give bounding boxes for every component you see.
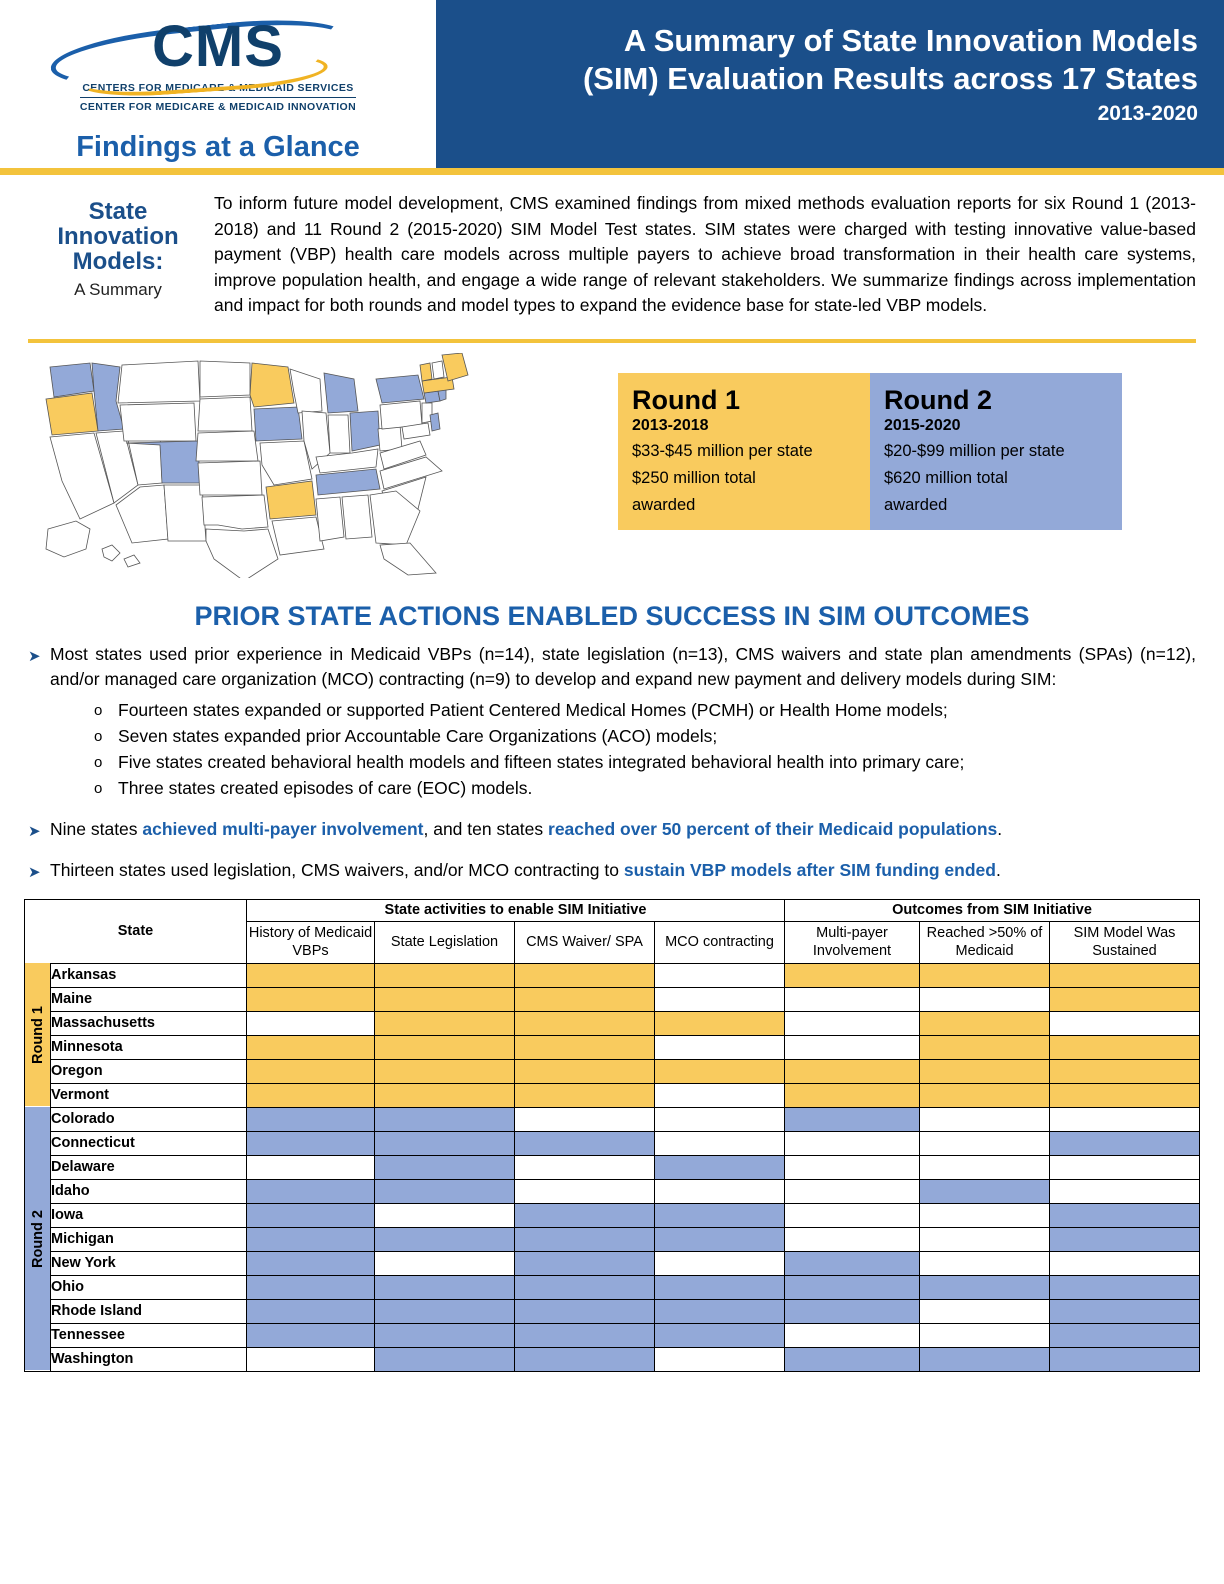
- mark-cell: [247, 1035, 375, 1059]
- sim-label-subtitle: A Summary: [74, 280, 162, 299]
- mark-cell: [920, 1131, 1050, 1155]
- mark-cell: [515, 1155, 655, 1179]
- mark-cell: [1050, 987, 1200, 1011]
- round-group-label-1: Round 1: [25, 963, 51, 1107]
- col-header-mco-contracting: MCO contracting: [655, 921, 785, 963]
- table-row: [25, 1347, 1200, 1371]
- mark-cell: [515, 1347, 655, 1371]
- sub-bullet-4-text: Three states created episodes of care (EOC) models.: [118, 777, 533, 798]
- state-name-cell: Oregon: [51, 1059, 247, 1083]
- title-line-1: A Summary of State Innovation Models: [623, 23, 1198, 58]
- state-michigan: [324, 373, 358, 413]
- state-name-cell: Colorado: [51, 1107, 247, 1131]
- mark-cell: [1050, 1227, 1200, 1251]
- mark-cell: [247, 1227, 375, 1251]
- state-name-cell: Idaho: [51, 1179, 247, 1203]
- mark-cell: [655, 1083, 785, 1107]
- state-header-label: State: [117, 923, 154, 939]
- mark-cell: [515, 1275, 655, 1299]
- sub-bullet-list: [94, 698, 1196, 801]
- table-row: [25, 1035, 1200, 1059]
- state-name-cell: Michigan: [51, 1227, 247, 1251]
- mark-cell: [375, 1179, 515, 1203]
- state-louisiana: [272, 517, 324, 555]
- group-header-activities: State activities to enable SIM Initiative: [247, 899, 785, 921]
- state-name-cell: Delaware: [51, 1155, 247, 1179]
- mark-cell: [1050, 1299, 1200, 1323]
- mark-cell: [920, 963, 1050, 987]
- state-south-dakota: [198, 397, 252, 431]
- mark-cell: [375, 1011, 515, 1035]
- title-line-2: (SIM) Evaluation Results across 17 States: [582, 61, 1198, 96]
- bullet-3-pre: Thirteen states used legislation, CMS waivers, and/or MCO contracting to: [50, 859, 624, 880]
- state-vermont: [420, 363, 432, 381]
- mark-cell: [655, 1347, 785, 1371]
- state-header-cell: [25, 899, 247, 963]
- mark-cell: [785, 987, 920, 1011]
- mark-cell: [515, 1323, 655, 1347]
- state-minnesota: [250, 363, 294, 407]
- circle-bullet-icon: o: [94, 727, 103, 745]
- mark-cell: [785, 1011, 920, 1035]
- state-missouri: [260, 441, 312, 485]
- table-row: [25, 1011, 1200, 1035]
- state-maine: [442, 353, 468, 381]
- mark-cell: [375, 1323, 515, 1347]
- cms-logo: [68, 14, 368, 115]
- bullet-2-text: [50, 817, 1196, 844]
- mark-cell: [920, 1035, 1050, 1059]
- col-header-multi-payer-involvement: Multi-payer Involvement: [785, 921, 920, 963]
- mark-cell: [655, 1035, 785, 1059]
- mark-cell: [1050, 963, 1200, 987]
- state-name-cell: Vermont: [51, 1083, 247, 1107]
- mark-cell: [655, 1179, 785, 1203]
- mark-cell: [1050, 1179, 1200, 1203]
- mark-cell: [247, 1347, 375, 1371]
- round-1-line-2: $250 million total: [632, 468, 756, 487]
- mark-cell: [1050, 1035, 1200, 1059]
- bullet-arrow-icon: ➤: [28, 647, 41, 665]
- round-2-line-2: $620 million total: [884, 468, 1008, 487]
- sub-bullet-2-text: Seven states expanded prior Accountable Care Organizations (ACO) models;: [118, 725, 718, 746]
- state-montana: [118, 361, 200, 403]
- state-name-cell: Tennessee: [51, 1323, 247, 1347]
- sim-table-wrapper: [0, 891, 1224, 1372]
- state-name-cell: New York: [51, 1251, 247, 1275]
- table-row: [25, 1323, 1200, 1347]
- mark-cell: [655, 1131, 785, 1155]
- round-2-line-3: awarded: [884, 495, 948, 514]
- bullet-item-3: [28, 858, 1196, 885]
- mark-cell: [785, 1203, 920, 1227]
- state-mississippi: [316, 497, 344, 541]
- col-header-sim-model-sustained: SIM Model Was Sustained: [1050, 921, 1200, 963]
- mark-cell: [1050, 1251, 1200, 1275]
- mark-cell: [920, 1251, 1050, 1275]
- mark-cell: [785, 1107, 920, 1131]
- mark-cell: [920, 1323, 1050, 1347]
- mark-cell: [920, 1347, 1050, 1371]
- state-wyoming: [120, 403, 196, 441]
- table-row: [25, 963, 1200, 987]
- bullet-2-bold-1: achieved multi-payer involvement: [142, 818, 424, 839]
- state-alabama: [342, 495, 372, 539]
- circle-bullet-icon: o: [94, 701, 103, 719]
- mark-cell: [1050, 1347, 1200, 1371]
- table-row: [25, 1059, 1200, 1083]
- mark-cell: [785, 1179, 920, 1203]
- mark-cell: [375, 1083, 515, 1107]
- gold-divider-top: [0, 168, 1224, 175]
- col-header-state-legislation: State Legislation: [375, 921, 515, 963]
- round-2-line-1: $20-$99 million per state: [884, 441, 1065, 460]
- state-tennessee: [316, 469, 380, 495]
- mark-cell: [375, 1131, 515, 1155]
- state-name-cell: Arkansas: [51, 963, 247, 987]
- table-body: [25, 963, 1200, 1371]
- mark-cell: [515, 963, 655, 987]
- cms-wordmark: CMS: [152, 14, 284, 79]
- mark-cell: [920, 1155, 1050, 1179]
- bullet-item-2: [28, 817, 1196, 844]
- mark-cell: [1050, 1059, 1200, 1083]
- mark-cell: [655, 1203, 785, 1227]
- state-name-cell: Washington: [51, 1347, 247, 1371]
- mark-cell: [655, 963, 785, 987]
- bullet-3-post: .: [995, 859, 1001, 880]
- mark-cell: [247, 1203, 375, 1227]
- mark-cell: [247, 1251, 375, 1275]
- mark-cell: [515, 1035, 655, 1059]
- mark-cell: [247, 1155, 375, 1179]
- mark-cell: [655, 1275, 785, 1299]
- mark-cell: [515, 987, 655, 1011]
- round-funding-boxes: [618, 373, 1122, 530]
- state-delaware: [430, 413, 440, 431]
- table-row: [25, 1107, 1200, 1131]
- round-1-line-1: $33-$45 million per state: [632, 441, 813, 460]
- bullet-2-post: .: [997, 818, 1003, 839]
- state-name-cell: Iowa: [51, 1203, 247, 1227]
- mark-cell: [920, 1227, 1050, 1251]
- mark-cell: [515, 1203, 655, 1227]
- mark-cell: [247, 1131, 375, 1155]
- mark-cell: [920, 1179, 1050, 1203]
- mark-cell: [247, 1275, 375, 1299]
- mark-cell: [375, 963, 515, 987]
- mark-cell: [375, 1251, 515, 1275]
- bullet-arrow-icon: ➤: [28, 822, 41, 840]
- us-map: [28, 353, 618, 583]
- mark-cell: [375, 1347, 515, 1371]
- mark-cell: [1050, 1083, 1200, 1107]
- mark-cell: [515, 1011, 655, 1035]
- mark-cell: [247, 1299, 375, 1323]
- title-block: [436, 0, 1224, 168]
- mark-cell: [785, 1155, 920, 1179]
- bullet-item-1: [28, 642, 1196, 692]
- table-row: [25, 1299, 1200, 1323]
- mark-cell: [785, 1299, 920, 1323]
- state-kansas: [198, 461, 262, 495]
- mark-cell: [785, 1059, 920, 1083]
- state-arkansas: [266, 481, 316, 519]
- bullet-2-bold-2: reached over 50 percent of their Medicaid populations: [548, 818, 998, 839]
- mark-cell: [655, 1299, 785, 1323]
- mark-cell: [1050, 1011, 1200, 1035]
- state-washington: [50, 363, 94, 397]
- table-group-header-row: [25, 899, 1200, 921]
- round-1-years: 2013-2018: [632, 416, 709, 434]
- table-row: [25, 1179, 1200, 1203]
- group-header-outcomes: Outcomes from SIM Initiative: [785, 899, 1200, 921]
- mark-cell: [515, 1251, 655, 1275]
- state-name-cell: Massachusetts: [51, 1011, 247, 1035]
- title-date-range: 2013-2020: [1097, 102, 1198, 125]
- circle-bullet-icon: o: [94, 779, 103, 797]
- bullet-arrow-icon: ➤: [28, 863, 41, 881]
- sub-bullet-1-text: Fourteen states expanded or supported Patient Centered Medical Homes (PCMH) or Health Home models;: [118, 699, 948, 720]
- bullet-1-text: Most states used prior experience in Medicaid VBPs (n=14), state legislation (n=13), CMS waivers and state plan amendments (SPAs) (n=12), and/or managed care organization (MCO) contracting (n=9) to develop and expand new payment and delivery models during SIM:: [50, 643, 1196, 689]
- state-name-cell: Connecticut: [51, 1131, 247, 1155]
- mark-cell: [247, 963, 375, 987]
- state-name-cell: Rhode Island: [51, 1299, 247, 1323]
- round-1-box: [618, 373, 870, 530]
- mark-cell: [655, 1227, 785, 1251]
- mark-cell: [1050, 1275, 1200, 1299]
- sub-bullet-item-1: [94, 698, 1196, 723]
- mark-cell: [1050, 1323, 1200, 1347]
- mark-cell: [247, 1011, 375, 1035]
- cms-subtitle-1: CENTERS FOR MEDICARE & MEDICAID SERVICES: [82, 82, 354, 94]
- mark-cell: [920, 1299, 1050, 1323]
- bullet-2-mid: , and ten states: [423, 818, 549, 839]
- mark-cell: [375, 1107, 515, 1131]
- mark-cell: [655, 1059, 785, 1083]
- mark-cell: [785, 1275, 920, 1299]
- mark-cell: [655, 1011, 785, 1035]
- state-new-york: [376, 375, 424, 403]
- mark-cell: [785, 963, 920, 987]
- section-title: PRIOR STATE ACTIONS ENABLED SUCCESS IN SIM OUTCOMES: [194, 600, 1030, 631]
- mark-cell: [375, 987, 515, 1011]
- mark-cell: [375, 1203, 515, 1227]
- state-nebraska: [196, 431, 258, 461]
- round-2-box: [870, 373, 1122, 530]
- state-name-cell: Maine: [51, 987, 247, 1011]
- summary-section: [0, 175, 1224, 327]
- round-group-label-2: Round 2: [25, 1107, 51, 1371]
- sim-label-line-1: State: [88, 198, 148, 225]
- state-hawaii-2: [124, 555, 140, 567]
- state-north-dakota: [200, 361, 250, 397]
- sim-label-block: [28, 191, 208, 319]
- state-ohio: [350, 411, 380, 451]
- mark-cell: [920, 1107, 1050, 1131]
- mark-cell: [515, 1179, 655, 1203]
- mark-cell: [247, 1083, 375, 1107]
- mark-cell: [247, 1179, 375, 1203]
- col-header-reached-50-medicaid: Reached >50% of Medicaid: [920, 921, 1050, 963]
- mark-cell: [920, 1203, 1050, 1227]
- mark-cell: [1050, 1155, 1200, 1179]
- logo-area: [0, 0, 436, 168]
- sim-label-line-2: Innovation: [57, 223, 179, 250]
- mark-cell: [920, 1275, 1050, 1299]
- sub-bullet-item-2: [94, 724, 1196, 749]
- mark-cell: [920, 987, 1050, 1011]
- mark-cell: [785, 1083, 920, 1107]
- mark-cell: [375, 1299, 515, 1323]
- mark-cell: [655, 1107, 785, 1131]
- summary-body-text: To inform future model development, CMS examined findings from mixed methods evaluation reports for six Round 1 (2013-2018) and 11 Round 2 (2015-2020) SIM Model Test states. SIM states were charged with testing innovative value-based payment (VBP) health care models across multiple payers to achieve broad transformation in their health care systems, improve population health, and engage a wide range of relevant stakeholders. We summarize findings across implementation and impact for both rounds and model types to expand the evidence base for state-led VBP models.: [214, 193, 1196, 315]
- mark-cell: [785, 1323, 920, 1347]
- mark-cell: [515, 1059, 655, 1083]
- mark-cell: [920, 1011, 1050, 1035]
- state-new-hampshire: [432, 361, 444, 379]
- state-indiana: [328, 415, 350, 453]
- mark-cell: [655, 1251, 785, 1275]
- state-wisconsin: [290, 369, 322, 413]
- mark-cell: [375, 1035, 515, 1059]
- mark-cell: [247, 1107, 375, 1131]
- mark-cell: [1050, 1131, 1200, 1155]
- state-oklahoma: [202, 495, 268, 529]
- state-iowa: [254, 407, 302, 441]
- bullet-3-text: [50, 858, 1196, 885]
- state-texas: [206, 529, 278, 578]
- mark-cell: [655, 987, 785, 1011]
- mark-cell: [515, 1227, 655, 1251]
- mark-cell: [785, 1131, 920, 1155]
- col-header-history-medicaid-vbps: History of Medicaid VBPs: [247, 921, 375, 963]
- mark-cell: [920, 1083, 1050, 1107]
- page-header: [0, 0, 1224, 168]
- mark-cell: [247, 1059, 375, 1083]
- cms-subtitle-2: CENTER FOR MEDICARE & MEDICAID INNOVATION: [80, 97, 356, 113]
- state-alaska: [46, 521, 90, 557]
- mark-cell: [920, 1059, 1050, 1083]
- sub-bullet-item-3: [94, 750, 1196, 775]
- bullet-3-bold-1: sustain VBP models after SIM funding ended: [623, 859, 996, 880]
- state-name-cell: Ohio: [51, 1275, 247, 1299]
- round-1-title: Round 1: [632, 384, 740, 415]
- mark-cell: [785, 1347, 920, 1371]
- table-row: [25, 1131, 1200, 1155]
- mark-cell: [515, 1131, 655, 1155]
- state-name-cell: Minnesota: [51, 1035, 247, 1059]
- mark-cell: [785, 1251, 920, 1275]
- mark-cell: [515, 1083, 655, 1107]
- table-row: [25, 1155, 1200, 1179]
- round-2-title: Round 2: [884, 384, 992, 415]
- mark-cell: [655, 1323, 785, 1347]
- map-and-rounds-section: [0, 343, 1224, 583]
- col-header-cms-waiver-spa: CMS Waiver/ SPA: [515, 921, 655, 963]
- mark-cell: [515, 1107, 655, 1131]
- table-row: [25, 1227, 1200, 1251]
- round-2-years: 2015-2020: [884, 416, 961, 434]
- us-map-svg: [28, 353, 498, 578]
- table-row: [25, 1275, 1200, 1299]
- mark-cell: [1050, 1107, 1200, 1131]
- sub-bullet-item-4: [94, 776, 1196, 801]
- bullet-2-pre: Nine states: [50, 818, 143, 839]
- sim-label-line-3: Models:: [72, 248, 164, 275]
- findings-at-a-glance-label: Findings at a Glance: [76, 131, 360, 163]
- state-oregon: [46, 393, 98, 435]
- table-row: [25, 1251, 1200, 1275]
- table-head: [25, 899, 1200, 963]
- sub-bullet-3-text: Five states created behavioral health models and fifteen states integrated behavioral health into primary care;: [118, 751, 965, 772]
- table-row: [25, 1203, 1200, 1227]
- round-1-line-3: awarded: [632, 495, 696, 514]
- mark-cell: [785, 1035, 920, 1059]
- mark-cell: [655, 1155, 785, 1179]
- mark-cell: [247, 1323, 375, 1347]
- mark-cell: [1050, 1203, 1200, 1227]
- circle-bullet-icon: o: [94, 753, 103, 771]
- sim-summary-table: [24, 899, 1200, 1372]
- state-hawaii: [102, 545, 120, 561]
- table-row: [25, 987, 1200, 1011]
- mark-cell: [785, 1227, 920, 1251]
- mark-cell: [375, 1227, 515, 1251]
- mark-cell: [375, 1059, 515, 1083]
- mark-cell: [247, 987, 375, 1011]
- mark-cell: [515, 1299, 655, 1323]
- state-florida: [380, 543, 436, 575]
- table-row: [25, 1083, 1200, 1107]
- mark-cell: [375, 1155, 515, 1179]
- mark-cell: [375, 1275, 515, 1299]
- bullet-list: [0, 642, 1224, 885]
